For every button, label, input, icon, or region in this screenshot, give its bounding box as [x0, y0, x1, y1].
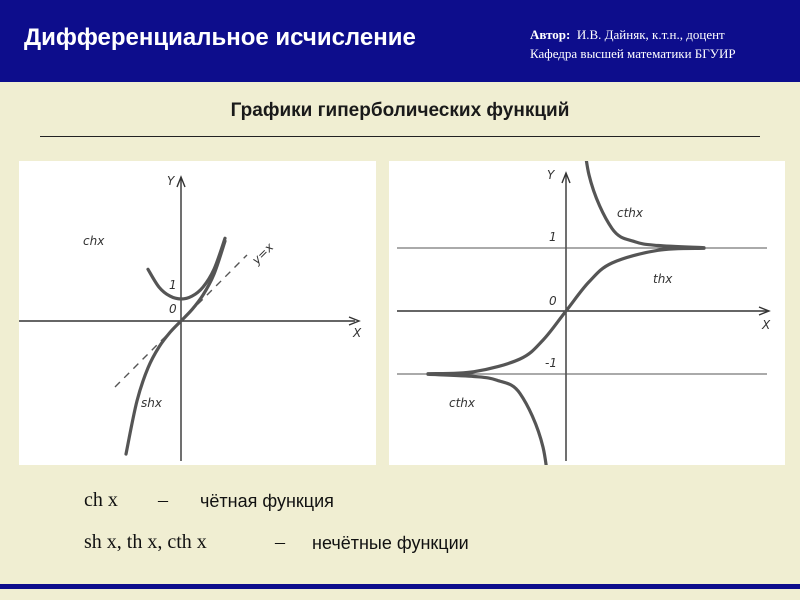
- tick-label-zero: 0: [549, 294, 557, 308]
- department: Кафедра высшей математики БГУИР: [530, 46, 736, 61]
- even-dash: –: [158, 489, 168, 511]
- series-line-ch-x: [148, 238, 225, 299]
- series-label-thx: thx: [653, 272, 673, 286]
- series-label-chx: chx: [83, 234, 105, 248]
- tick-label-one: 1: [169, 278, 177, 292]
- even-function-formula: ch x: [84, 489, 118, 511]
- series-line-cth-x-positive: [580, 161, 704, 248]
- series-label-shx: shx: [141, 396, 162, 410]
- series-label-cthx-upper: cthx: [617, 206, 644, 220]
- y-axis-label: Y: [547, 168, 555, 182]
- series-label-cthx-lower: cthx: [449, 396, 476, 410]
- x-axis-label: X: [353, 326, 362, 340]
- odd-dash: –: [275, 531, 285, 553]
- left-plot-panel: [19, 161, 376, 465]
- header-bar: [0, 0, 800, 82]
- course-title: Дифференциальное исчисление: [24, 24, 416, 51]
- even-function-desc: чётная функция: [200, 491, 334, 511]
- slide-title: Графики гиперболических функций: [230, 100, 570, 121]
- footer-bar: [0, 584, 800, 589]
- series-label-y-eq-x: y=x: [249, 240, 277, 268]
- tick-label-minus-one: -1: [545, 356, 557, 370]
- author-block: [530, 25, 736, 63]
- tick-label-zero: 0: [169, 302, 177, 316]
- author-name: И.В. Дайняк, к.т.н., доцент: [576, 27, 725, 42]
- title-divider: [40, 136, 760, 137]
- odd-functions-desc: нечётные функции: [312, 533, 469, 553]
- series-line-sh-x: [126, 241, 225, 454]
- hyperbolic-tangent-cotangent-chart: [389, 161, 785, 465]
- series-line-cth-x-negative: [428, 374, 552, 465]
- right-plot-panel: [389, 161, 785, 465]
- tick-label-one: 1: [549, 230, 557, 244]
- author-label: Автор:: [530, 27, 571, 42]
- odd-functions-formula: sh x, th x, cth x: [84, 531, 207, 553]
- x-axis-label: X: [762, 318, 771, 332]
- hyperbolic-cosine-sine-chart: [19, 161, 376, 465]
- y-axis-label: Y: [167, 174, 175, 188]
